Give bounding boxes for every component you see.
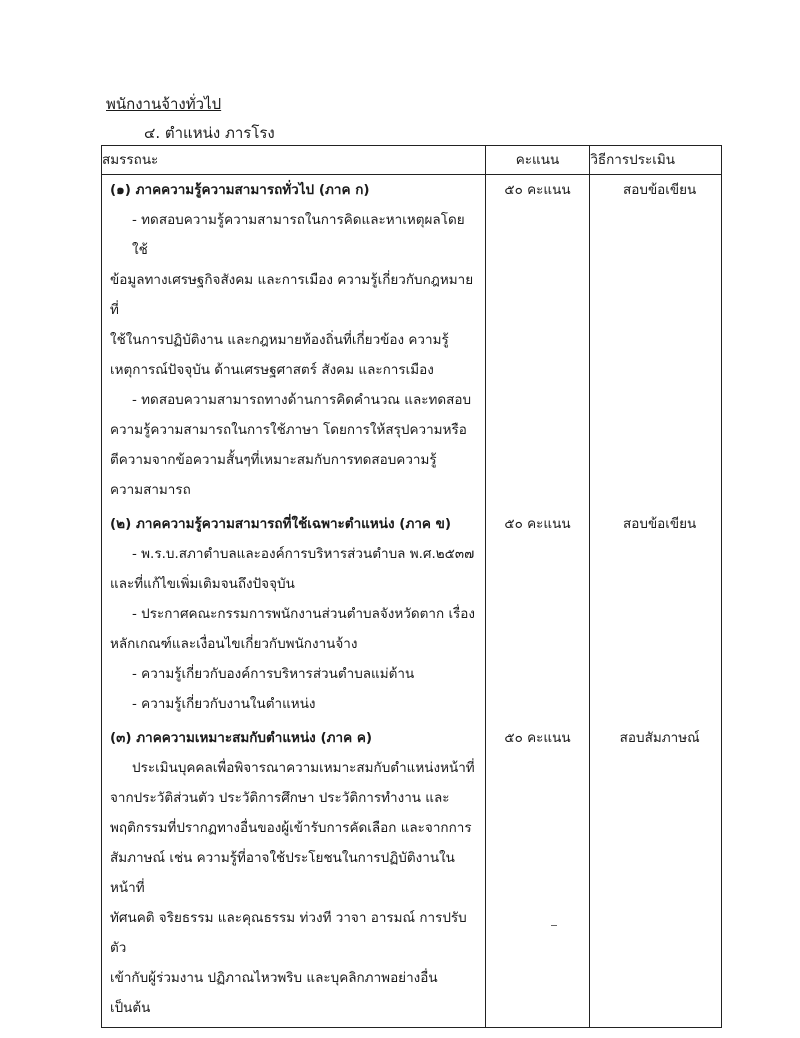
section-3-criteria — [102, 723, 486, 1028]
document-heading: พนักงานจ้างทั่วไป — [106, 95, 222, 113]
section-1-line: ตีความจากข้อความสั้นๆที่เหมาะสมกับการทดสอบความรู้ — [110, 452, 437, 468]
section-2-line: - พ.ร.บ.สภาตำบลและองค์การบริหารส่วนตำบล พ.ศ.๒๕๓๗ — [132, 546, 475, 562]
section-3-score — [485, 723, 590, 1028]
section-3-line: ประเมินบุคคลเพื่อพิจารณาความเหมาะสมกับตำแหน่งหน้าที่ — [132, 760, 475, 776]
section-2-line: หลักเกณฑ์และเงื่อนไขเกี่ยวกับพนักงานจ้าง — [110, 636, 358, 652]
section-3-line: พฤติกรรมที่ปรากฏทางอื่นของผู้เข้ารับการคัดเลือก และจากการ — [110, 820, 472, 836]
section-3-score-value: ๕๐ คะแนน — [504, 730, 571, 746]
section-2-title: (๒) ภาคความรู้ความสามารถที่ใช้เฉพาะตำแหน่ง (ภาค ข) — [110, 516, 452, 532]
header-method: วิธีการประเมิน — [590, 146, 722, 175]
section-2-line: - ประกาศคณะกรรมการพนักงานส่วนตำบลจังหวัดตาก เรื่อง — [132, 606, 476, 622]
section-3-title: (๓) ภาคความเหมาะสมกับตำแหน่ง (ภาค ค) — [110, 730, 373, 746]
table-row-section-2 — [102, 509, 722, 723]
section-2-score: ๕๐ คะแนน — [485, 509, 590, 723]
section-1-line: - ทดสอบความสามารถทางด้านการคิดคำนวณ และทดสอบ — [132, 392, 472, 408]
section-1-score: ๕๐ คะแนน — [485, 175, 590, 510]
section-1-line: - ทดสอบความรู้ความสามารถในการคิดและหาเหตุผลโดยใช้ — [132, 212, 465, 258]
section-1-title: (๑) ภาคความรู้ความสามารถทั่วไป (ภาค ก) — [110, 182, 370, 198]
section-3-line: สัมภาษณ์ เช่น ความรู้ที่อาจใช้ประโยชนในการปฏิบัติงานในหน้าที่ — [110, 850, 455, 896]
section-2-line: และที่แก้ไขเพิ่มเติมจนถึงปัจจุบัน — [110, 576, 295, 592]
header-competency: สมรรถนะ — [102, 146, 486, 175]
table-row-section-3 — [102, 723, 722, 1028]
section-3-method: สอบสัมภาษณ์ — [590, 723, 722, 1028]
section-2-line: - ความรู้เกี่ยวกับองค์การบริหารส่วนตำบลแม่ต้าน — [132, 666, 415, 682]
section-1-line: ความสามารถ — [110, 482, 191, 498]
competency-table — [101, 145, 722, 1028]
section-1-line: เหตุการณ์ปัจจุบัน ด้านเศรษฐศาสตร์ สังคม และการเมือง — [110, 362, 434, 378]
section-2-line: - ความรู้เกี่ยวกับงานในตำแหน่ง — [132, 696, 316, 712]
section-3-line: ทัศนคติ จริยธรรม และคุณธรรม ท่วงที วาจา อารมณ์ การปรับตัว — [110, 910, 467, 956]
section-1-criteria — [102, 175, 486, 510]
section-2-criteria — [102, 509, 486, 723]
position-title: ๔. ตำแหน่ง ภารโรง — [144, 124, 275, 142]
section-3-line: เข้ากับผู้ร่วมงาน ปฏิภาณไหวพริบ และบุคลิกภาพอย่างอื่น เป็นต้น — [110, 970, 438, 1016]
table-row-section-1 — [102, 175, 722, 510]
section-1-line: ความรู้ความสามารถในการใช้ภาษา โดยการให้สรุปความหรือ — [110, 422, 467, 438]
section-1-method: สอบข้อเขียน — [590, 175, 722, 510]
header-score: คะแนน — [485, 146, 590, 175]
scan-mark — [551, 925, 557, 926]
section-3-line: จากประวัติส่วนตัว ประวัติการศึกษา ประวัติการทำงาน และ — [110, 790, 450, 806]
section-2-method: สอบข้อเขียน — [590, 509, 722, 723]
section-1-line: ข้อมูลทางเศรษฐกิจสังคม และการเมือง ความรู้เกี่ยวกับกฎหมายที่ — [110, 272, 474, 318]
table-header-row — [102, 146, 722, 175]
section-1-line: ใช้ในการปฏิบัติงาน และกฎหมายท้องถิ่นที่เกี่ยวข้อง ความรู้ — [110, 332, 449, 348]
